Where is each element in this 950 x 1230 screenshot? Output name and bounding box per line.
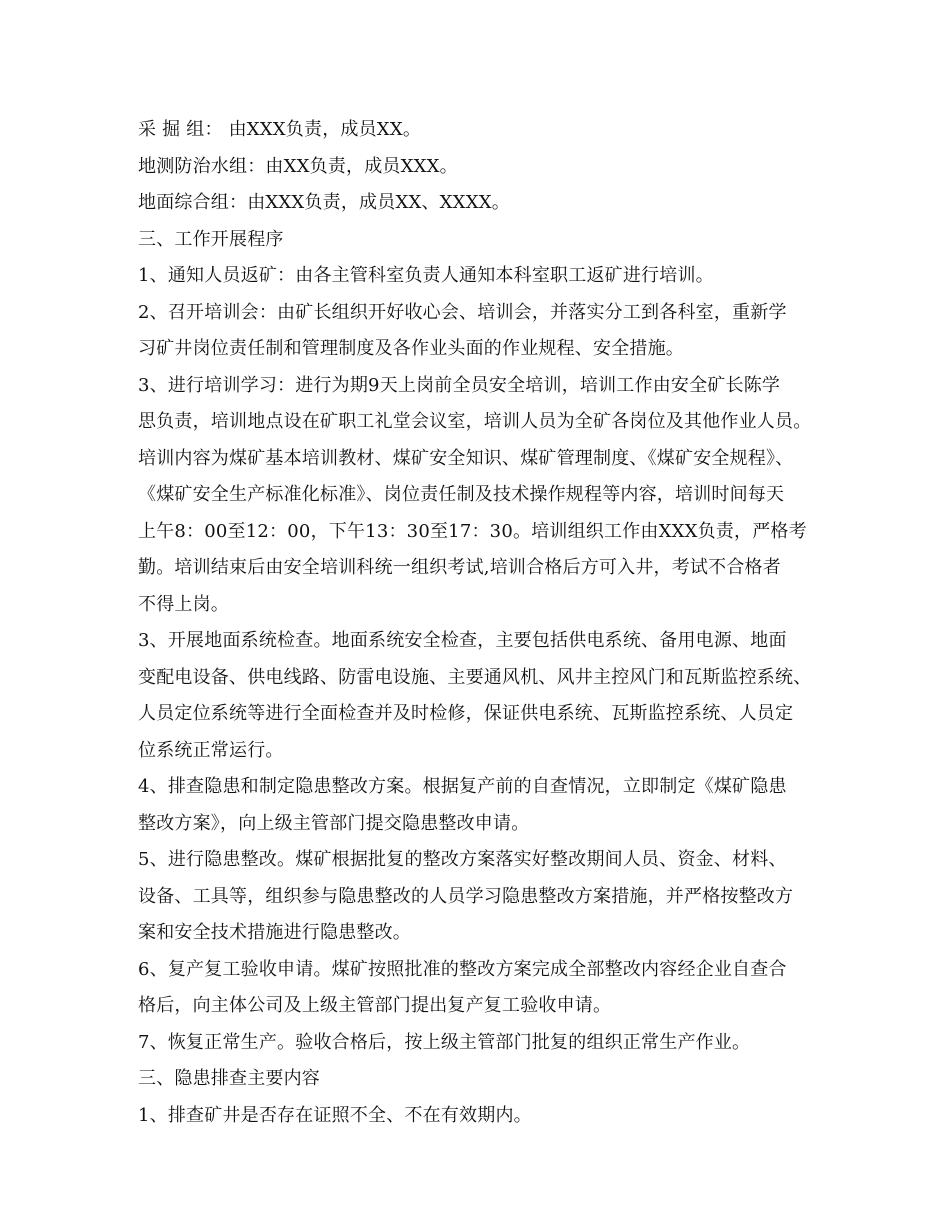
- text-line: 3、开展地面系统检查。地面系统安全检查，主要包括供电系统、备用电源、地面: [138, 630, 787, 651]
- document-body: [138, 112, 820, 1134]
- text-line: 培训内容为煤矿基本培训教材、煤矿安全知识、煤矿管理制度、《煤矿安全规程》、: [138, 447, 794, 469]
- section-heading: 三、工作开展程序: [138, 228, 284, 250]
- text-line: 3、进行培训学习：进行为期9天上岗前全员安全培训，培训工作由安全矿长陈学: [138, 374, 781, 396]
- text-line: 《煤矿安全生产标准化标准》、岗位责任制及技术操作规程等内容，培训时间每天: [138, 484, 785, 505]
- text-line: 6、复产复工验收申请。煤矿按照批准的整改方案完成全部整改内容经企业自查合: [138, 958, 787, 980]
- text-line: 思负责，培训地点设在矿职工礼堂会议室，培训人员为全矿各岗位及其他作业人员。: [138, 411, 812, 432]
- text-line: 地测防治水组：由XX负责，成员XXX。: [138, 155, 458, 177]
- text-line: 地面综合组：由XXX负责，成员XX、XXXX。: [138, 192, 510, 213]
- text-line: 不得上岗。: [138, 593, 229, 615]
- text-line: 勤。培训结束后由安全培训科统一组织考试,培训合格后方可入井，考试不合格者: [138, 557, 781, 578]
- text-line: 格后，向主体公司及上级主管部门提出复产复工验收申请。: [138, 995, 612, 1016]
- text-line: 上午8：00至12：00，下午13：30至17：30。培训组织工作由XXX负责，严格考: [138, 520, 807, 542]
- text-line: 人员定位系统等进行全面检查并及时检修，保证供电系统、瓦斯监控系统、人员定: [138, 703, 794, 724]
- text-line: 7、恢复正常生产。验收合格后，按上级主管部门批复的组织正常生产作业。: [138, 1031, 751, 1053]
- text-line: 整改方案》，向上级主管部门提交隐患整改申请。: [138, 812, 530, 834]
- text-line: 4、排查隐患和制定隐患整改方案。根据复产前的自查情况，立即制定《煤矿隐患: [138, 776, 787, 797]
- text-line: 2、召开培训会：由矿长组织开好收心会、培训会，并落实分工到各科室，重新学: [138, 301, 787, 323]
- text-line: 案和安全技术措施进行隐患整改。: [138, 922, 411, 943]
- text-line: 位系统正常运行。: [138, 739, 284, 761]
- section-heading: 三、隐患排查主要内容: [138, 1068, 320, 1089]
- text-line: 习矿井岗位责任制和管理制度及各作业头面的作业规程、安全措施。: [138, 338, 684, 359]
- text-line: 1、排查矿井是否存在证照不全、不在有效期内。: [138, 1104, 532, 1126]
- text-line: 变配电设备、供电线路、防雷电设施、主要通风机、风井主控风门和瓦斯监控系统、: [138, 666, 812, 688]
- text-line: 采 掘 组： 由XXX负责，成员XX。: [138, 119, 422, 140]
- text-line: 5、进行隐患整改。煤矿根据批复的整改方案落实好整改期间人员、资金、材料、: [138, 849, 787, 870]
- text-line: 设备、工具等，组织参与隐患整改的人员学习隐患整改方案措施，并严格按整改方: [138, 885, 794, 907]
- text-line: 1、通知人员返矿：由各主管科室负责人通知本科室职工返矿进行培训。: [138, 265, 714, 286]
